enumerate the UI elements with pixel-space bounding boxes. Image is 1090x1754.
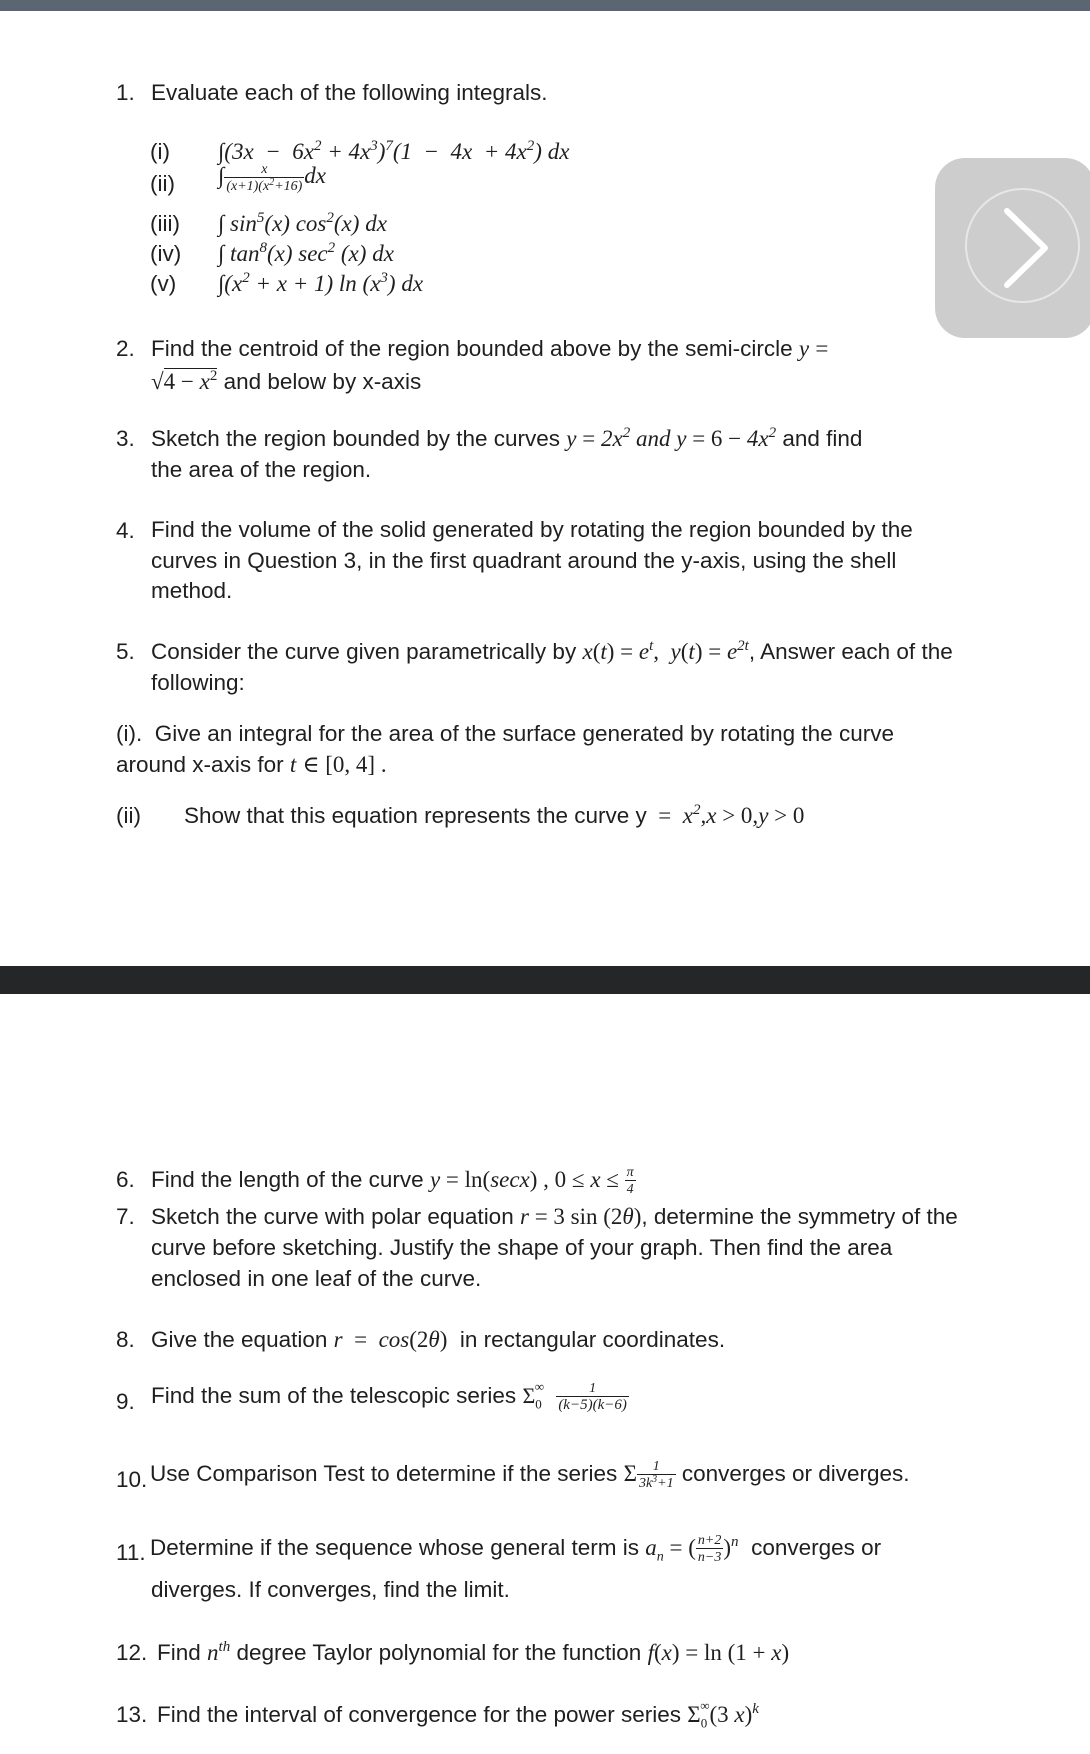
q13-number: 13. <box>116 1702 148 1727</box>
q5-part-ii: Show that this equation represents the curve $y = x^2,x > 0,y > 0$ <box>184 802 805 828</box>
q11-line: Determine if the sequence whose general term is $a_n$ = ( $\frac{n+2}{n-3}$ )$^n$ converges or <box>150 1533 882 1566</box>
top-bar <box>0 0 1090 11</box>
q8-line: Give the equation r = cos(2θ) in rectangular coordinates. <box>151 1327 726 1352</box>
q2-text: Find the centroid of the region bounded above by the semi-circle <box>151 336 793 361</box>
q10-text-b: converges or diverges. <box>681 1461 910 1486</box>
q5-text-b: , Answer each of the following: <box>151 639 953 695</box>
q9-number: 9. <box>116 1389 135 1414</box>
q1-item-expression: $\int(3x - 6x^2 + 4x^3)^7(1 - 4x + 4x^2)$ dx <box>218 138 570 164</box>
q11-text-b: converges or <box>751 1535 882 1560</box>
q9-line: Find the sum of the telescopic series $\Sigma_0^\infty$ $\frac{1}{(k-5)(k-6)}$ <box>151 1379 627 1414</box>
q5-number: 5. <box>116 639 135 664</box>
q5-part-i: (i). Give an integral for the area of the surface generated by rotating the curve around x-axis for t ∈ [0, 4] . <box>116 721 894 777</box>
q10-line: Use Comparison Test to determine if the series Σ $\frac{1}{3k^3+1}$ converges or diverges. <box>150 1459 910 1492</box>
q11-text-c: diverges. If converges, find the limit. <box>151 1577 510 1602</box>
q1-item-expression: ∫ $\sin^5(x)$ $\cos^2(x)$ dx <box>218 210 387 236</box>
q12-text-a: Find <box>157 1640 201 1665</box>
chevron-right-icon <box>997 203 1057 293</box>
q10-number: 10. <box>116 1467 148 1492</box>
q1-text: Evaluate each of the following integrals. <box>151 80 548 105</box>
q9-text: Find the sum of the telescopic series <box>151 1383 517 1408</box>
q1-number: 1. <box>116 80 135 105</box>
q13-text: Find the interval of convergence for the power series <box>157 1702 682 1727</box>
q7-text: Sketch the curve with polar equation r = 3 sin (2θ), determine the symmetry of the curve before sketching. Justify the shape of your graph. Then find the area enclosed in one leaf of the curve. <box>151 1204 958 1291</box>
q2-sqrt: $√4 - x^2$ <box>151 368 218 394</box>
q3-math: y <box>566 426 577 451</box>
q5-text-a: Consider the curve given parametrically by <box>151 639 577 664</box>
q2-number: 2. <box>116 336 135 361</box>
q1-item-label: (ii) <box>150 171 175 196</box>
q5-text: Consider the curve given parametrically by $x(t) = e^t$, $y(t) = e^{2t}$, Answer each of the following: <box>151 638 953 695</box>
q5-math: x <box>582 639 593 664</box>
q8-number: 8. <box>116 1327 135 1352</box>
q4-text: Find the volume of the solid generated by rotating the region bounded by the curves in Question 3, in the first quadrant around the y-axis, using the shell method. <box>151 517 913 603</box>
q4-number: 4. <box>116 518 135 543</box>
q6-line: Find the length of the curve y = ln(secx) , 0 ≤ x ≤ $\frac{\pi}{4}$ <box>151 1165 634 1198</box>
q3-text-b: and find <box>782 426 863 451</box>
q1-item-label: (iv) <box>150 241 182 266</box>
q1-item-label: (i) <box>150 139 170 164</box>
q5-part-i-text: Give an integral for the area of the surface generated by rotating the curve around x-axis for <box>116 721 894 777</box>
section-divider <box>0 966 1090 994</box>
q12-number: 12. <box>116 1640 148 1665</box>
q11-text-a: Determine if the sequence whose general term is <box>150 1535 640 1560</box>
q7-number: 7. <box>116 1204 135 1229</box>
q6-number: 6. <box>116 1167 135 1192</box>
q7-text-b: , determine the symmetry of the curve before sketching. Justify the shape of your graph. Then find the area enclosed in one leaf of the curve. <box>151 1204 958 1291</box>
q3-text: Sketch the region bounded by the curves <box>151 426 561 451</box>
q3-text-c: the area of the region. <box>151 457 372 482</box>
next-page-button[interactable] <box>935 158 1090 338</box>
q3-line-1: Sketch the region bounded by the curves $y = 2x^2$ and $y = 6 - 4x^2$ and find <box>151 425 863 451</box>
q2-line-1: Find the centroid of the region bounded above by the semi-circle y = <box>151 336 829 361</box>
q1-item-label: (iii) <box>150 211 180 236</box>
q8-text-a: Give the equation <box>151 1327 328 1352</box>
q5-part-i-label: (i). <box>116 721 143 746</box>
q7-text-a: Sketch the curve with polar equation <box>151 1204 514 1229</box>
q1-item-expression: ∫ $\frac{x}{(x+1)(x^2+16)}$ dx <box>218 161 327 194</box>
q13-line: Find the interval of convergence for the power series $\Sigma_0^\infty(3$ x)$^k$ <box>157 1698 759 1731</box>
q1-item-expression: $\int(x^2 + x + 1)$ $\ln (x^3)$ dx <box>218 270 424 296</box>
q3-number: 3. <box>116 426 135 451</box>
q5-part-ii-text: Show that this equation represents the curve y <box>184 803 647 828</box>
q1-item-label: (v) <box>150 271 177 296</box>
q5-part-ii-label: (ii) <box>116 803 141 828</box>
q11-number: 11. <box>116 1540 146 1565</box>
q8-text-b: in rectangular coordinates. <box>459 1327 726 1352</box>
q1-item-expression: ∫ $\tan^8(x)$ $\sec^2 (x)$ dx <box>218 240 394 266</box>
q12-line: Find $n^{th}$ degree Taylor polynomial for the function f(x) = ln (1 + x) <box>157 1639 790 1665</box>
q2-math: y <box>798 336 810 361</box>
q10-text-a: Use Comparison Test to determine if the series <box>150 1461 618 1486</box>
q12-text-b: degree Taylor polynomial for the function <box>236 1640 642 1665</box>
q2-text-b: and below by x-axis <box>223 369 422 394</box>
q6-text: Find the length of the curve <box>151 1167 424 1192</box>
q2-line-2 <box>151 366 971 397</box>
